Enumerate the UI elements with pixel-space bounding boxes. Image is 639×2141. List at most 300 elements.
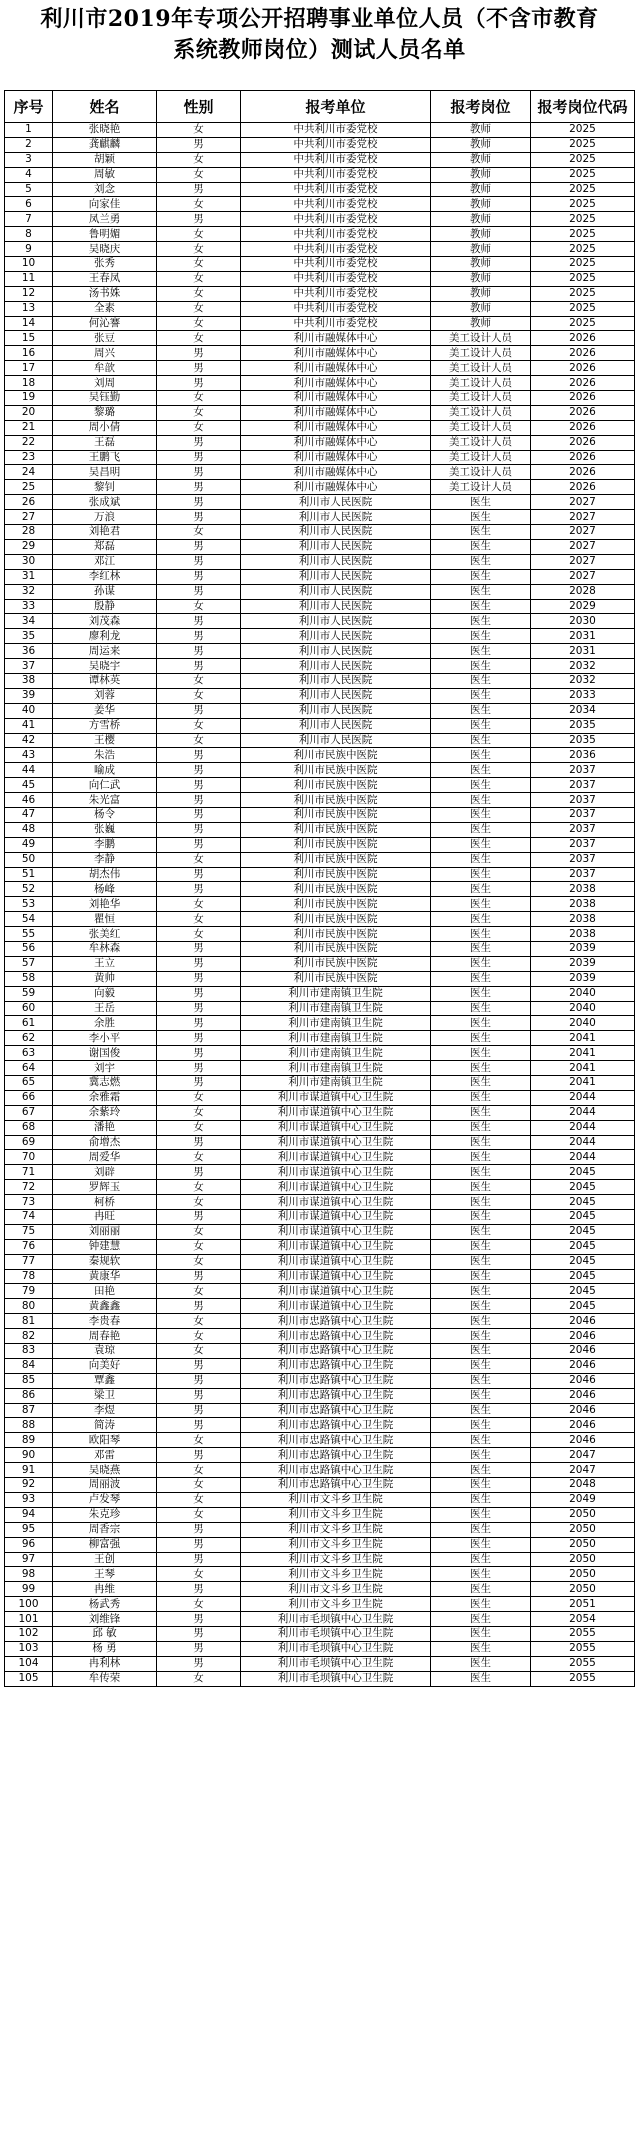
cell-name: 万浪 [53, 510, 157, 525]
cell-index: 8 [5, 227, 53, 242]
cell-gender: 女 [157, 167, 241, 182]
cell-index: 77 [5, 1254, 53, 1269]
cell-index: 51 [5, 867, 53, 882]
cell-position: 医生 [431, 673, 531, 688]
cell-name: 吴钰勤 [53, 391, 157, 406]
cell-name: 李贵春 [53, 1314, 157, 1329]
cell-gender: 女 [157, 688, 241, 703]
table-row [5, 718, 635, 733]
cell-position: 医生 [431, 882, 531, 897]
cell-unit: 利川市谋道镇中心卫生院 [241, 1254, 431, 1269]
cell-unit: 利川市建南镇卫生院 [241, 986, 431, 1001]
cell-position-code: 2025 [531, 316, 635, 331]
cell-gender: 女 [157, 1478, 241, 1493]
cell-position: 医生 [431, 1537, 531, 1552]
cell-unit: 利川市毛坝镇中心卫生院 [241, 1671, 431, 1686]
cell-position-code: 2050 [531, 1567, 635, 1582]
cell-position: 医生 [431, 1358, 531, 1373]
cell-index: 48 [5, 822, 53, 837]
cell-name: 鲁明媚 [53, 227, 157, 242]
cell-unit: 利川市民族中医院 [241, 912, 431, 927]
cell-name: 余胜 [53, 1016, 157, 1031]
cell-unit: 利川市文斗乡卫生院 [241, 1552, 431, 1567]
cell-position-code: 2039 [531, 941, 635, 956]
cell-position-code: 2046 [531, 1314, 635, 1329]
table-row [5, 331, 635, 346]
cell-position: 医生 [431, 1135, 531, 1150]
cell-gender: 女 [157, 152, 241, 167]
cell-unit: 利川市忠路镇中心卫生院 [241, 1314, 431, 1329]
cell-unit: 中共利川市委党校 [241, 152, 431, 167]
cell-position: 医生 [431, 1195, 531, 1210]
table-row [5, 1016, 635, 1031]
cell-position: 医生 [431, 1269, 531, 1284]
cell-index: 27 [5, 510, 53, 525]
cell-gender: 女 [157, 599, 241, 614]
cell-position: 医生 [431, 1299, 531, 1314]
cell-name: 向仁武 [53, 778, 157, 793]
cell-index: 25 [5, 480, 53, 495]
cell-index: 24 [5, 465, 53, 480]
cell-position: 教师 [431, 316, 531, 331]
cell-gender: 男 [157, 1656, 241, 1671]
cell-position-code: 2037 [531, 867, 635, 882]
cell-unit: 利川市建南镇卫生院 [241, 1061, 431, 1076]
table-row [5, 1388, 635, 1403]
cell-index: 97 [5, 1552, 53, 1567]
cell-position-code: 2047 [531, 1448, 635, 1463]
cell-position-code: 2055 [531, 1656, 635, 1671]
table-row [5, 1076, 635, 1091]
cell-position: 美工设计人员 [431, 405, 531, 420]
table-row [5, 1612, 635, 1627]
cell-unit: 利川市人民医院 [241, 718, 431, 733]
cell-gender: 男 [157, 212, 241, 227]
table-row [5, 554, 635, 569]
cell-position: 医生 [431, 1165, 531, 1180]
table-row [5, 539, 635, 554]
cell-gender: 男 [157, 763, 241, 778]
cell-gender: 女 [157, 1105, 241, 1120]
cell-gender: 男 [157, 1165, 241, 1180]
cell-position: 医生 [431, 1210, 531, 1225]
cell-unit: 利川市毛坝镇中心卫生院 [241, 1626, 431, 1641]
cell-position: 教师 [431, 286, 531, 301]
cell-position: 医生 [431, 1626, 531, 1641]
cell-name: 周兴 [53, 346, 157, 361]
cell-index: 10 [5, 257, 53, 272]
cell-name: 方雪桥 [53, 718, 157, 733]
cell-gender: 男 [157, 1582, 241, 1597]
cell-gender: 男 [157, 1001, 241, 1016]
cell-name: 王春凤 [53, 271, 157, 286]
cell-name: 覃鑫 [53, 1373, 157, 1388]
cell-position-code: 2041 [531, 1031, 635, 1046]
cell-index: 6 [5, 197, 53, 212]
cell-index: 86 [5, 1388, 53, 1403]
table-row [5, 1120, 635, 1135]
header-position-code: 报考岗位代码 [531, 91, 635, 123]
cell-name: 周春艳 [53, 1329, 157, 1344]
cell-position-code: 2054 [531, 1612, 635, 1627]
table-header-row [5, 91, 635, 123]
cell-name: 孙谋 [53, 584, 157, 599]
cell-unit: 利川市融媒体中心 [241, 420, 431, 435]
table-row [5, 1299, 635, 1314]
cell-index: 91 [5, 1463, 53, 1478]
cell-gender: 女 [157, 927, 241, 942]
cell-unit: 利川市毛坝镇中心卫生院 [241, 1656, 431, 1671]
cell-gender: 女 [157, 1597, 241, 1612]
cell-index: 3 [5, 152, 53, 167]
table-row [5, 703, 635, 718]
cell-unit: 利川市融媒体中心 [241, 391, 431, 406]
cell-gender: 男 [157, 986, 241, 1001]
cell-position-code: 2025 [531, 301, 635, 316]
cell-position-code: 2025 [531, 271, 635, 286]
cell-name: 卢发琴 [53, 1492, 157, 1507]
table-row [5, 629, 635, 644]
cell-gender: 女 [157, 1492, 241, 1507]
table-row [5, 1329, 635, 1344]
cell-name: 王琴 [53, 1567, 157, 1582]
cell-position: 医生 [431, 748, 531, 763]
table-row [5, 793, 635, 808]
cell-index: 59 [5, 986, 53, 1001]
cell-position: 医生 [431, 837, 531, 852]
cell-gender: 女 [157, 1195, 241, 1210]
cell-position: 医生 [431, 569, 531, 584]
cell-gender: 女 [157, 1671, 241, 1686]
cell-unit: 利川市民族中医院 [241, 793, 431, 808]
cell-unit: 利川市民族中医院 [241, 867, 431, 882]
table-row [5, 912, 635, 927]
cell-name: 周运来 [53, 644, 157, 659]
cell-index: 46 [5, 793, 53, 808]
cell-position-code: 2029 [531, 599, 635, 614]
cell-unit: 利川市人民医院 [241, 659, 431, 674]
cell-name: 刘蓉 [53, 688, 157, 703]
cell-gender: 男 [157, 1358, 241, 1373]
cell-unit: 利川市谋道镇中心卫生院 [241, 1224, 431, 1239]
cell-index: 5 [5, 182, 53, 197]
cell-position: 教师 [431, 197, 531, 212]
cell-gender: 男 [157, 1388, 241, 1403]
cell-position-code: 2025 [531, 227, 635, 242]
cell-index: 101 [5, 1612, 53, 1627]
cell-position: 医生 [431, 1463, 531, 1478]
cell-gender: 男 [157, 495, 241, 510]
cell-position: 医生 [431, 1418, 531, 1433]
cell-unit: 中共利川市委党校 [241, 123, 431, 138]
table-row [5, 1135, 635, 1150]
cell-position: 医生 [431, 1656, 531, 1671]
cell-name: 何沁謇 [53, 316, 157, 331]
table-row [5, 480, 635, 495]
table-body [5, 123, 635, 1687]
cell-index: 74 [5, 1210, 53, 1225]
cell-position-code: 2037 [531, 793, 635, 808]
cell-gender: 女 [157, 1090, 241, 1105]
cell-position-code: 2050 [531, 1507, 635, 1522]
table-row [5, 197, 635, 212]
cell-index: 84 [5, 1358, 53, 1373]
table-row [5, 1626, 635, 1641]
cell-unit: 利川市人民医院 [241, 510, 431, 525]
title-line-2: 系统教师岗位）测试人员名单 [173, 37, 466, 63]
cell-index: 14 [5, 316, 53, 331]
cell-gender: 男 [157, 793, 241, 808]
cell-gender: 女 [157, 242, 241, 257]
cell-index: 102 [5, 1626, 53, 1641]
cell-unit: 利川市人民医院 [241, 569, 431, 584]
cell-unit: 利川市融媒体中心 [241, 450, 431, 465]
table-row [5, 748, 635, 763]
cell-index: 85 [5, 1373, 53, 1388]
cell-position: 医生 [431, 1180, 531, 1195]
cell-gender: 女 [157, 1567, 241, 1582]
cell-index: 75 [5, 1224, 53, 1239]
cell-name: 邱 敏 [53, 1626, 157, 1641]
cell-gender: 男 [157, 956, 241, 971]
title-line-1: 利川市2019年专项公开招聘事业单位人员（不含市教育 [40, 6, 599, 32]
cell-index: 21 [5, 420, 53, 435]
table-row [5, 405, 635, 420]
cell-index: 23 [5, 450, 53, 465]
cell-position: 医生 [431, 1314, 531, 1329]
table-row [5, 971, 635, 986]
cell-unit: 中共利川市委党校 [241, 316, 431, 331]
cell-index: 13 [5, 301, 53, 316]
cell-position: 医生 [431, 1373, 531, 1388]
cell-position-code: 2025 [531, 286, 635, 301]
cell-name: 谭林英 [53, 673, 157, 688]
cell-unit: 利川市民族中医院 [241, 822, 431, 837]
cell-position: 美工设计人员 [431, 376, 531, 391]
cell-position-code: 2045 [531, 1254, 635, 1269]
cell-name: 牟林森 [53, 941, 157, 956]
cell-index: 69 [5, 1135, 53, 1150]
table-row [5, 361, 635, 376]
header-position: 报考岗位 [431, 91, 531, 123]
cell-gender: 男 [157, 659, 241, 674]
cell-position: 医生 [431, 1552, 531, 1567]
cell-unit: 中共利川市委党校 [241, 212, 431, 227]
cell-unit: 利川市人民医院 [241, 688, 431, 703]
cell-name: 黄鑫鑫 [53, 1299, 157, 1314]
table-row [5, 882, 635, 897]
cell-gender: 男 [157, 1046, 241, 1061]
cell-position: 医生 [431, 1329, 531, 1344]
cell-unit: 利川市民族中医院 [241, 941, 431, 956]
cell-index: 33 [5, 599, 53, 614]
cell-position-code: 2035 [531, 718, 635, 733]
cell-index: 61 [5, 1016, 53, 1031]
cell-index: 105 [5, 1671, 53, 1686]
cell-gender: 女 [157, 525, 241, 540]
table-row [5, 242, 635, 257]
cell-gender: 男 [157, 346, 241, 361]
cell-unit: 利川市融媒体中心 [241, 465, 431, 480]
cell-name: 黄帅 [53, 971, 157, 986]
cell-gender: 男 [157, 1612, 241, 1627]
cell-gender: 女 [157, 673, 241, 688]
table-row [5, 182, 635, 197]
cell-name: 梁卫 [53, 1388, 157, 1403]
cell-position-code: 2037 [531, 837, 635, 852]
cell-unit: 利川市谋道镇中心卫生院 [241, 1135, 431, 1150]
table-row [5, 450, 635, 465]
cell-position: 医生 [431, 1016, 531, 1031]
cell-gender: 男 [157, 361, 241, 376]
cell-position: 医生 [431, 1492, 531, 1507]
cell-index: 50 [5, 852, 53, 867]
cell-position-code: 2037 [531, 822, 635, 837]
cell-index: 31 [5, 569, 53, 584]
table-row [5, 1492, 635, 1507]
cell-index: 47 [5, 807, 53, 822]
table-row [5, 1567, 635, 1582]
cell-gender: 男 [157, 644, 241, 659]
cell-position-code: 2055 [531, 1671, 635, 1686]
table-row [5, 1046, 635, 1061]
cell-position: 医生 [431, 510, 531, 525]
cell-gender: 男 [157, 1031, 241, 1046]
cell-name: 张秀 [53, 257, 157, 272]
cell-position-code: 2044 [531, 1090, 635, 1105]
cell-name: 刘宇 [53, 1061, 157, 1076]
cell-name: 刘辟 [53, 1165, 157, 1180]
cell-gender: 男 [157, 778, 241, 793]
cell-position-code: 2026 [531, 361, 635, 376]
cell-position-code: 2055 [531, 1626, 635, 1641]
cell-unit: 利川市文斗乡卫生院 [241, 1492, 431, 1507]
cell-name: 凤兰勇 [53, 212, 157, 227]
cell-index: 4 [5, 167, 53, 182]
cell-position: 教师 [431, 242, 531, 257]
cell-position: 医生 [431, 763, 531, 778]
cell-position: 教师 [431, 137, 531, 152]
table-row [5, 941, 635, 956]
cell-position-code: 2044 [531, 1150, 635, 1165]
table-row [5, 346, 635, 361]
cell-index: 103 [5, 1641, 53, 1656]
table-row [5, 1344, 635, 1359]
cell-position: 医生 [431, 1671, 531, 1686]
table-row [5, 212, 635, 227]
cell-unit: 利川市融媒体中心 [241, 346, 431, 361]
header-gender: 性别 [157, 91, 241, 123]
cell-gender: 女 [157, 1284, 241, 1299]
cell-position: 医生 [431, 1090, 531, 1105]
cell-position: 医生 [431, 1448, 531, 1463]
table-row [5, 1403, 635, 1418]
cell-unit: 利川市人民医院 [241, 614, 431, 629]
cell-unit: 利川市建南镇卫生院 [241, 1076, 431, 1091]
cell-index: 30 [5, 554, 53, 569]
candidate-table [4, 90, 635, 1687]
table-row [5, 1358, 635, 1373]
table-row [5, 688, 635, 703]
table-row [5, 837, 635, 852]
table-row [5, 1314, 635, 1329]
cell-position-code: 2025 [531, 152, 635, 167]
cell-unit: 中共利川市委党校 [241, 301, 431, 316]
cell-gender: 男 [157, 137, 241, 152]
cell-position: 教师 [431, 123, 531, 138]
cell-name: 周敏 [53, 167, 157, 182]
cell-gender: 女 [157, 197, 241, 212]
cell-position-code: 2026 [531, 420, 635, 435]
cell-unit: 利川市谋道镇中心卫生院 [241, 1269, 431, 1284]
cell-index: 80 [5, 1299, 53, 1314]
table-row [5, 1552, 635, 1567]
cell-index: 29 [5, 539, 53, 554]
cell-name: 冉利林 [53, 1656, 157, 1671]
cell-position-code: 2045 [531, 1180, 635, 1195]
cell-gender: 男 [157, 1061, 241, 1076]
cell-unit: 利川市忠路镇中心卫生院 [241, 1403, 431, 1418]
table-row [5, 495, 635, 510]
cell-name: 刘周 [53, 376, 157, 391]
cell-position: 美工设计人员 [431, 346, 531, 361]
cell-gender: 男 [157, 867, 241, 882]
cell-position: 医生 [431, 1061, 531, 1076]
header-unit: 报考单位 [241, 91, 431, 123]
cell-position: 美工设计人员 [431, 480, 531, 495]
cell-position-code: 2050 [531, 1522, 635, 1537]
table-row [5, 1284, 635, 1299]
cell-position-code: 2025 [531, 123, 635, 138]
table-row [5, 1239, 635, 1254]
table-row [5, 1001, 635, 1016]
cell-position: 医生 [431, 1507, 531, 1522]
table-row [5, 927, 635, 942]
cell-unit: 利川市毛坝镇中心卫生院 [241, 1612, 431, 1627]
table-row [5, 807, 635, 822]
cell-position-code: 2033 [531, 688, 635, 703]
cell-position: 医生 [431, 1031, 531, 1046]
cell-unit: 利川市人民医院 [241, 525, 431, 540]
cell-position-code: 2026 [531, 331, 635, 346]
cell-unit: 利川市融媒体中心 [241, 361, 431, 376]
cell-name: 黎璐 [53, 405, 157, 420]
cell-unit: 利川市人民医院 [241, 599, 431, 614]
cell-name: 杨令 [53, 807, 157, 822]
cell-position-code: 2050 [531, 1537, 635, 1552]
cell-name: 杨峰 [53, 882, 157, 897]
cell-name: 刘念 [53, 182, 157, 197]
cell-position: 医生 [431, 1254, 531, 1269]
cell-index: 36 [5, 644, 53, 659]
cell-position-code: 2038 [531, 897, 635, 912]
cell-gender: 男 [157, 1269, 241, 1284]
cell-unit: 利川市建南镇卫生院 [241, 1046, 431, 1061]
table-row [5, 897, 635, 912]
table-row [5, 1433, 635, 1448]
table-row [5, 1641, 635, 1656]
table-row [5, 852, 635, 867]
cell-index: 56 [5, 941, 53, 956]
header-name: 姓名 [53, 91, 157, 123]
table-row [5, 1269, 635, 1284]
cell-position: 医生 [431, 614, 531, 629]
cell-position: 医生 [431, 1344, 531, 1359]
cell-unit: 中共利川市委党校 [241, 257, 431, 272]
header-index: 序号 [5, 91, 53, 123]
table-row [5, 1597, 635, 1612]
cell-position-code: 2040 [531, 1016, 635, 1031]
